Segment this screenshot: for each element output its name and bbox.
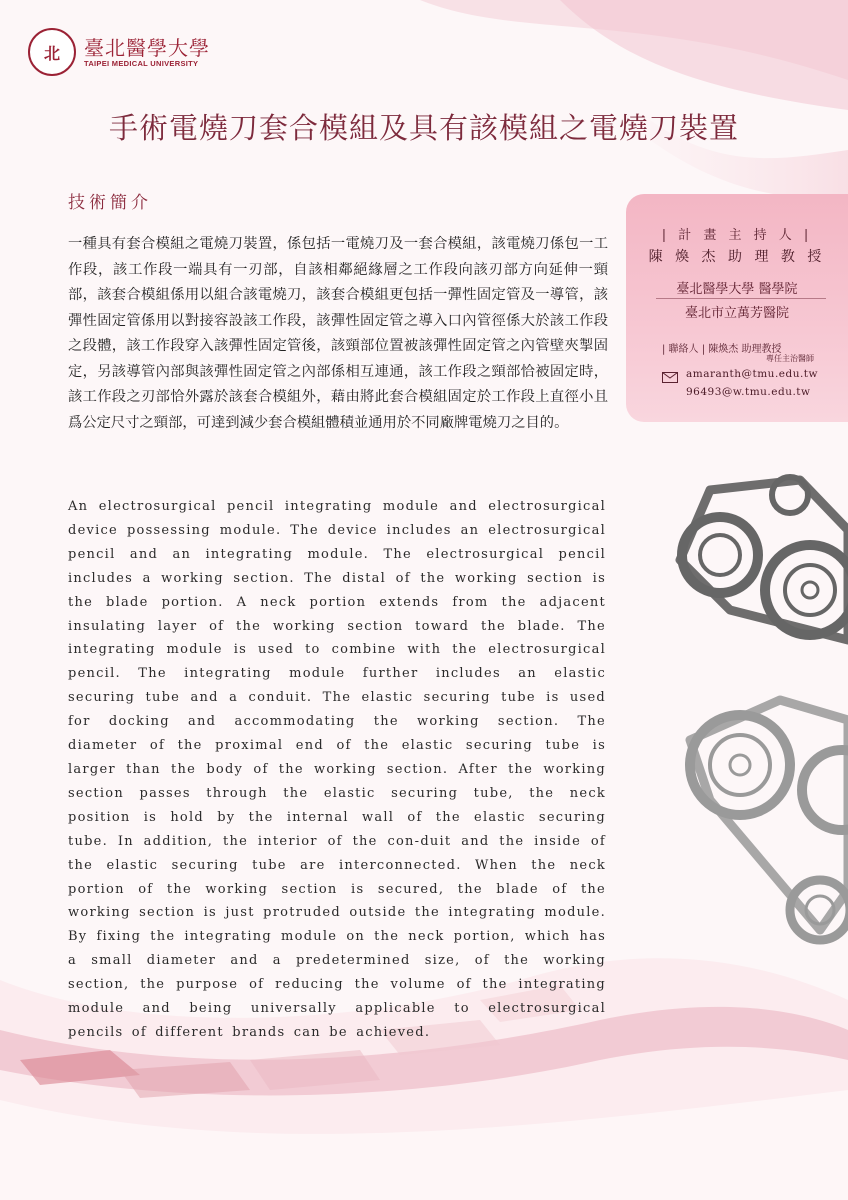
logo-english-name: TAIPEI MEDICAL UNIVERSITY bbox=[84, 58, 199, 68]
contact-label: | 聯絡人 | 陳煥杰 助理教授 bbox=[662, 344, 782, 355]
pulley-belt-illustration bbox=[670, 470, 848, 1030]
page-title: 手術電燒刀套合模組及具有該模組之電燒刀裝置 bbox=[108, 111, 739, 145]
contact-panel bbox=[626, 194, 848, 422]
section-heading: 技術簡介 bbox=[68, 193, 152, 213]
divider bbox=[656, 298, 826, 299]
contact-title: 專任主治醫師 bbox=[766, 354, 814, 363]
university-seal-icon: 北 bbox=[28, 28, 76, 76]
chinese-description: 一種具有套合模組之電燒刀裝置，係包括一電燒刀及一套合模組，該電燒刀係包一工作段，該工作段一端具有一刃部，自該相鄰絕緣層之工作段向該刃部方向延伸一頸部，該套合模組係用以組合該電燒刀，該套合模組更包括一彈性固定管及一導管，該彈性固定管係用以對接容設該工作段，該彈性固定管之導入口內管徑係大於該工作段之段體，該工作段穿入該彈性固定管後，該頸部位置被該彈性固定管之內管壁夾掣固定，另該導管內部與該彈性固定管之內部係相互連通，該工作段之頸部恰被固定時，該工作段之刃部恰外露於該套合模組外，藉由將此套合模組固定於工作段上直徑小且爲公定尺寸之頸部，可達到減少套合模組體積並通用於不同廠牌電燒刀之目的。 bbox=[68, 236, 608, 431]
pi-organization-1: 臺北醫學大學 醫學院 bbox=[676, 282, 798, 297]
contact-email-1[interactable]: amaranth@tmu.edu.tw bbox=[686, 368, 819, 380]
mail-icon bbox=[662, 372, 678, 383]
pi-organization-2: 臺北市立萬芳醫院 bbox=[684, 306, 789, 321]
contact-email-2[interactable]: 96493@w.tmu.edu.tw bbox=[686, 386, 811, 398]
english-description: An electrosurgical pencil integrating module and electrosurgical device possessing module. The device includes an electrosurgical pencil and an integrating module. The electrosurgical pencil includes a working section. The distal of the working section is the blade portion. A neck portion extends from the adjacent insulating layer of the working section toward the blade. The integrating module is used to combine with the electrosurgical pencil. The integrating module further includes an elastic securing tube and a conduit. The elastic securing tube is used for docking and accommodating the working section. The diameter of the proximal end of the elastic securing tube is larger than the body of the working section. After the working section passes through the elastic securing tube, the neck position is hold by the internal wall of the elastic securing tube. In addition, the interior of the con-duit and the inside of the elastic securing tube are interconnected. When the neck portion of the working section is secured, the blade of the working section is just protruded outside the integrating module. By fixing the integrating module on the neck portion, which has a small diameter and a predetermined size, of the working section, the purpose of reducing the volume of the integrating module and being universally applicable to electrosurgical pencils of different brands can be achieved. bbox=[68, 499, 606, 1040]
university-logo bbox=[28, 28, 210, 76]
pi-role: | 計 畫 主 持 人 | bbox=[661, 228, 813, 243]
logo-chinese-name: 臺北醫學大學 bbox=[84, 35, 210, 60]
pi-name: 陳 煥 杰 助 理 教 授 bbox=[648, 249, 826, 265]
